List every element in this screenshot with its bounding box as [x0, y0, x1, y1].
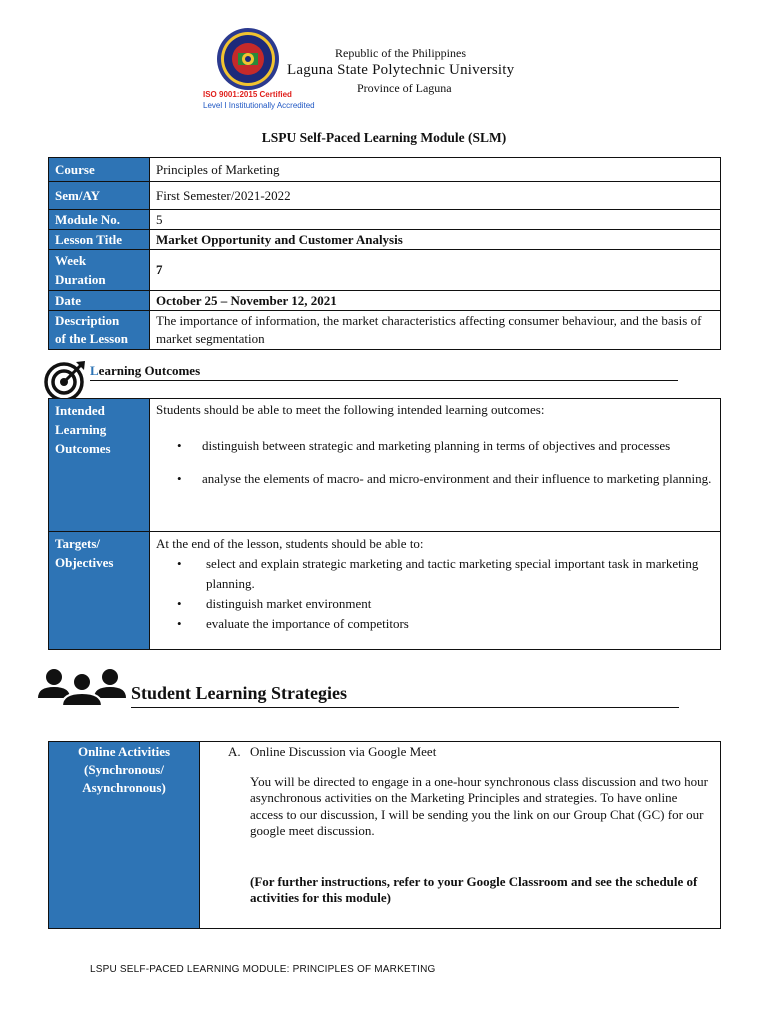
module-label: Module No.	[49, 210, 150, 230]
table-row	[49, 532, 721, 650]
list-item: • evaluate the importance of competitors	[156, 614, 714, 634]
table-row	[49, 230, 721, 250]
list-item: • analyse the elements of macro- and micro-environment and their influence to marketing planning.	[156, 470, 714, 487]
label-line: Targets/	[55, 536, 101, 551]
targets-list	[156, 554, 714, 634]
label-line: (Synchronous/	[84, 762, 164, 777]
intended-outcomes-label	[49, 399, 150, 532]
targets-objectives-content	[150, 532, 721, 650]
sem-label: Sem/AY	[49, 182, 150, 210]
week-label-line: Week	[55, 253, 87, 268]
week-label	[49, 250, 150, 291]
section-divider	[90, 380, 678, 381]
description-label	[49, 311, 150, 350]
sem-value: First Semester/2021-2022	[150, 182, 721, 210]
learning-outcomes-title	[90, 363, 200, 379]
course-label: Course	[49, 158, 150, 182]
strategies-title: Student Learning Strategies	[131, 683, 347, 703]
university-seal-icon	[216, 27, 280, 91]
iso-certification: ISO 9001:2015 Certified	[203, 90, 292, 99]
page-footer: LSPU SELF-PACED LEARNING MODULE: PRINCIPLES OF MARKETING	[90, 964, 436, 975]
list-item: • distinguish market environment	[156, 594, 714, 614]
republic-text: Republic of the Philippines	[335, 46, 466, 60]
table-row	[49, 291, 721, 311]
description-value: The importance of information, the market characteristics affecting consumer behaviour, and the basis of market segmentation	[150, 311, 721, 350]
description-label-line: Description	[55, 313, 120, 328]
university-name: Laguna State Polytechnic University	[287, 62, 515, 78]
week-value: 7	[150, 250, 721, 291]
learning-outcomes-title-rest: earning Outcomes	[98, 363, 201, 378]
online-activities-label	[49, 742, 200, 929]
targets-objectives-label	[49, 532, 150, 650]
intended-outcomes-intro: Students should be able to meet the following intended learning outcomes:	[156, 402, 545, 417]
label-line: Learning	[55, 422, 107, 437]
label-line: Intended	[55, 403, 105, 418]
lesson-label: Lesson Title	[49, 230, 150, 250]
learning-outcomes-title-initial: L	[90, 363, 99, 378]
table-row	[49, 182, 721, 210]
course-info-table	[48, 157, 721, 350]
people-group-icon	[36, 668, 128, 706]
intended-outcomes-content	[150, 399, 721, 532]
table-row	[49, 742, 721, 929]
learning-outcomes-table	[48, 398, 721, 650]
label-line: Outcomes	[55, 441, 111, 456]
intended-outcomes-list	[156, 437, 714, 487]
province-text: Province of Laguna	[357, 81, 452, 95]
table-row	[49, 399, 721, 532]
table-row	[49, 250, 721, 291]
activity-heading	[228, 744, 712, 761]
list-item: • select and explain strategic marketing and tactic marketing special important task in marketing planning.	[156, 554, 714, 594]
module-title: LSPU Self-Paced Learning Module (SLM)	[261, 130, 507, 145]
date-label: Date	[49, 291, 150, 311]
target-icon	[43, 359, 87, 403]
activity-paragraph: You will be directed to engage in a one-hour synchronous class discussion and two hour asynchronous activities on the Marketing Principles and strategies. To have online access to our discussion, I will be sending you the link on our Group Chat (GC) for our google meet discussion.	[250, 773, 708, 838]
accreditation-text: Level I Institutionally Accredited	[203, 101, 315, 110]
label-line: Online Activities	[77, 744, 171, 759]
strategies-table	[48, 741, 721, 929]
lesson-value: Market Opportunity and Customer Analysis	[150, 230, 721, 250]
table-row	[49, 158, 721, 182]
duration-label-line: Duration	[55, 272, 106, 287]
label-line: Asynchronous)	[82, 780, 166, 795]
module-value: 5	[150, 210, 721, 230]
targets-intro: At the end of the lesson, students should be able to:	[156, 536, 424, 551]
date-value: October 25 – November 12, 2021	[150, 291, 721, 311]
label-line: Objectives	[55, 555, 114, 570]
online-activities-content	[200, 742, 721, 929]
activity-title: Online Discussion via Google Meet	[250, 744, 437, 759]
activity-marker: A.	[228, 744, 241, 759]
section-divider	[131, 707, 679, 708]
table-row	[49, 210, 721, 230]
list-item: • distinguish between strategic and marketing planning in terms of objectives and processes	[156, 437, 714, 454]
course-value: Principles of Marketing	[150, 158, 721, 182]
activity-note: (For further instructions, refer to your Google Classroom and see the schedule of activities for this module)	[250, 873, 698, 905]
table-row	[49, 311, 721, 350]
description-label-line: of the Lesson	[55, 331, 128, 346]
